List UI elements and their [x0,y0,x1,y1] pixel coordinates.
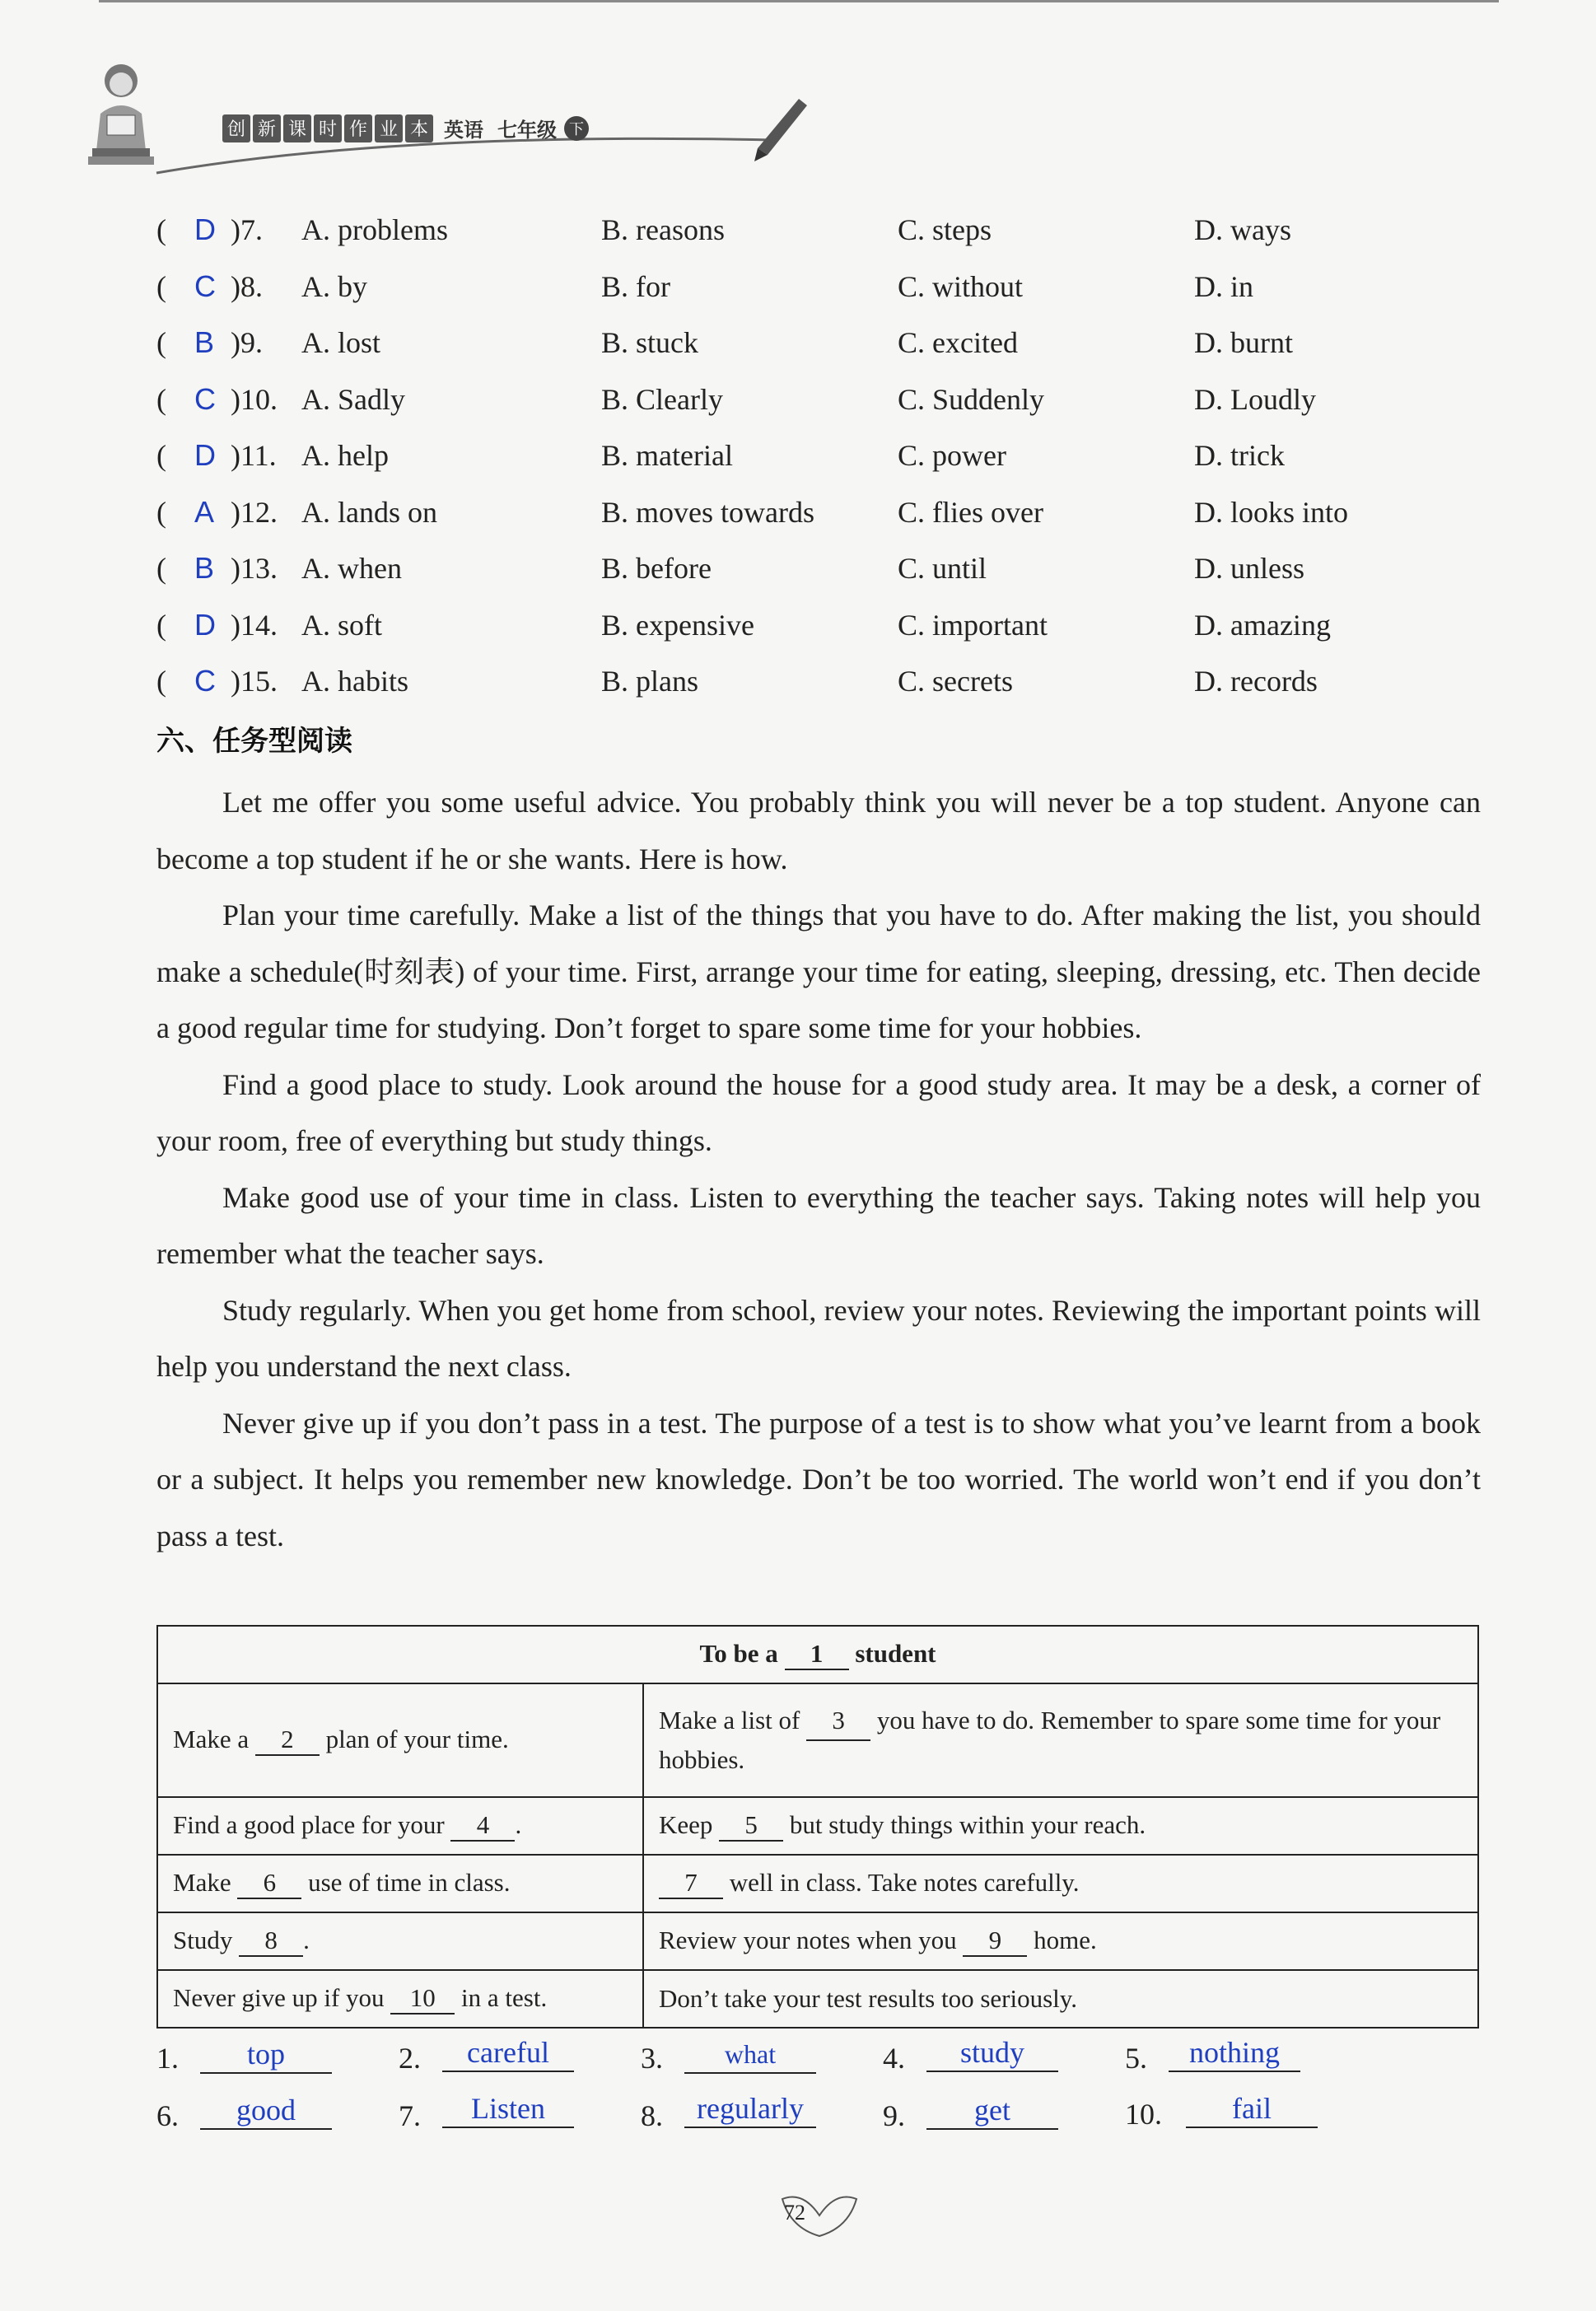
cell-text: . [515,1810,522,1839]
blank: 6 [237,1868,301,1899]
answer-word: Listen [442,2090,574,2128]
option-c: C. important [898,608,1048,642]
answer-letter: C [194,381,216,416]
answer-word: what [684,2036,816,2074]
blank: 2 [255,1725,320,1756]
option-d: D. ways [1194,213,1291,246]
answer-word: study [926,2034,1058,2072]
page-header [66,49,807,173]
choice-row [156,495,1524,552]
paragraph: Plan your time carefully. Make a list of the things that you have to do. After making the list, you should make a schedule(时刻表) of your time. First, arrange your time for eating, sleeping, dressing, etc. Then decide a good regular time for studying. Don’t forget to spare some time for your hobbies. [156,899,1481,1044]
grade-label: 七年级 [497,119,557,142]
option-d: D. Loudly [1194,382,1316,416]
table-cell [157,1855,643,1912]
cell-text: in a test. [461,1983,548,2012]
brand-char: 作 [344,114,372,142]
option-c: C. until [898,552,987,585]
option-a: A. lands on [301,495,437,529]
option-b: B. before [601,552,712,585]
blank: 10 [390,1983,455,2015]
table-row [157,1970,1478,2028]
answer-number: 4. [883,2042,905,2075]
cell-text: Make [173,1868,231,1897]
question-number: )8. [231,269,263,303]
option-d: D. in [1194,269,1253,303]
cell-text: Don’t take your test results too seriously. [659,1984,1077,2013]
option-b: B. plans [601,665,699,698]
option-c: C. power [898,439,1006,472]
paren: ( [156,665,166,698]
blank: 3 [806,1702,870,1741]
table-row [157,1855,1478,1912]
answer-word: fail [1186,2090,1318,2128]
choice-row [156,608,1524,665]
option-a: A. when [301,552,402,585]
paren: ( [156,382,166,416]
answer-number: 1. [156,2042,179,2075]
subject-label: 英语 [444,119,483,142]
question-number: )15. [231,665,278,698]
blank: 4 [450,1810,515,1842]
cell-text: . [303,1926,310,1954]
question-number: )12. [231,495,278,529]
paren: ( [156,608,166,642]
paragraph: Find a good place to study. Look around the house for a good study area. It may be a desk, a corner of your room, free of everything but study things. [156,1067,1481,1157]
option-d: D. trick [1194,439,1285,472]
table-row [157,1912,1478,1970]
reading-passage [156,774,1481,1564]
answer-letter: D [194,212,216,246]
question-number: )13. [231,552,278,585]
table-cell [643,1855,1478,1912]
answer-number: 6. [156,2099,179,2132]
option-b: B. for [601,269,670,303]
brand-char: 本 [405,114,433,142]
blank: 8 [239,1926,303,1957]
answer-word: careful [442,2034,574,2072]
paren: ( [156,552,166,585]
answer-number: 9. [883,2099,905,2132]
answer-number: 10. [1125,2098,1162,2131]
option-c: C. flies over [898,495,1043,529]
option-a: A. habits [301,665,408,698]
cell-text: Make a [173,1725,250,1753]
choice-row [156,269,1524,326]
section-title: 六、任务型阅读 [156,725,352,758]
paren: ( [156,326,166,359]
option-c: C. Suddenly [898,382,1045,416]
option-d: D. looks into [1194,495,1349,529]
option-c: C. secrets [898,665,1013,698]
title-text: student [855,1639,936,1668]
table-cell [157,1683,643,1797]
cell-text: home. [1034,1926,1097,1954]
answer-word: nothing [1169,2034,1300,2072]
summary-table [156,1625,1479,2029]
table-title [157,1626,1478,1683]
question-number: )10. [231,382,278,416]
choice-row [156,212,1524,269]
cell-text: but study things within your reach. [789,1810,1146,1839]
option-b: B. material [601,439,733,472]
answer-letter: C [194,664,216,698]
question-number: )14. [231,608,278,642]
choice-list [156,212,1524,721]
paren: ( [156,495,166,529]
choice-row [156,382,1524,439]
table-cell [643,1683,1478,1797]
cell-text: Keep [659,1810,713,1839]
cell-text: Make a list of [659,1706,800,1734]
paragraph: Never give up if you don’t pass in a test. The purpose of a test is to show what you’ve learnt from a book or a subject. It helps you remember new knowledge. Don’t be too worried. The world won’t end if you don’t pass a test. [156,1406,1481,1552]
blank: 7 [659,1868,723,1899]
option-b: B. moves towards [601,495,814,529]
answer-word: regularly [684,2090,816,2128]
choice-row [156,325,1524,382]
table-cell [157,1970,643,2028]
option-b: B. reasons [601,213,725,246]
table-cell [157,1912,643,1970]
paren: ( [156,269,166,303]
brand-char: 时 [314,114,342,142]
option-d: D. records [1194,665,1318,698]
cell-text: you have to do. Remember to spare some time for your hobbies. [659,1706,1441,1774]
option-a: A. Sadly [301,382,405,416]
choice-row [156,438,1524,495]
answer-letter: B [194,551,215,585]
option-a: A. help [301,439,389,472]
table-cell [643,1970,1478,2028]
page-number: 72 [784,2201,805,2225]
cell-text: Never give up if you [173,1983,385,2012]
option-a: A. soft [301,608,382,642]
table-row [157,1683,1478,1797]
cell-text: well in class. Take notes carefully. [729,1868,1080,1897]
option-a: A. problems [301,213,448,246]
answer-word: good [200,2092,332,2130]
option-b: B. expensive [601,608,754,642]
answer-word: top [200,2036,332,2074]
table-cell [643,1797,1478,1855]
cell-text: Find a good place for your [173,1810,445,1839]
brand-char: 课 [283,114,311,142]
option-c: C. excited [898,326,1018,359]
paren: ( [156,213,166,246]
option-b: B. Clearly [601,382,723,416]
answer-letter: A [194,494,215,529]
answer-letter: D [194,438,216,472]
paren: ( [156,439,166,472]
choice-row [156,664,1524,721]
table-row [157,1797,1478,1855]
option-d: D. burnt [1194,326,1293,359]
blank: 5 [719,1810,783,1842]
answer-word: get [926,2092,1058,2130]
option-c: C. without [898,269,1024,303]
answer-letter: C [194,268,216,303]
brand-char: 业 [375,114,403,142]
cell-text: plan of your time. [325,1725,509,1753]
question-number: )9. [231,326,263,359]
option-d: D. unless [1194,552,1304,585]
blank: 1 [785,1639,849,1670]
answer-letter: D [194,607,216,642]
table-cell [157,1797,643,1855]
cell-text: Review your notes when you [659,1926,957,1954]
choice-row [156,551,1524,608]
question-number: )7. [231,213,263,246]
option-d: D. amazing [1194,608,1331,642]
paragraph: Study regularly. When you get home from school, review your notes. Reviewing the important points will help you understand the next class. [156,1293,1481,1383]
answer-number: 5. [1125,2042,1147,2075]
option-a: A. by [301,269,367,303]
answer-number: 2. [399,2042,421,2075]
answer-number: 7. [399,2099,421,2132]
brand-char: 新 [253,114,281,142]
paragraph: Let me offer you some useful advice. You probably think you will never be a top student. Anyone can become a top student if he or she wants. Here is how. [156,786,1481,875]
answer-number: 8. [641,2099,663,2132]
cell-text: Study [173,1926,233,1954]
blank: 9 [963,1926,1027,1957]
option-a: A. lost [301,326,381,359]
brand-char: 创 [222,114,250,142]
answer-number: 3. [641,2042,663,2075]
top-border [99,0,1499,2]
term-badge: 下 [564,116,589,141]
option-b: B. stuck [601,326,699,359]
table-cell [643,1912,1478,1970]
option-c: C. steps [898,213,992,246]
series-brand [222,114,589,142]
question-number: )11. [231,439,277,472]
cell-text: use of time in class. [308,1868,511,1897]
paragraph: Make good use of your time in class. Listen to everything the teacher says. Taking notes will help you remember what the teacher says. [156,1180,1481,1270]
title-text: To be a [699,1639,778,1668]
answer-letter: B [194,325,215,359]
